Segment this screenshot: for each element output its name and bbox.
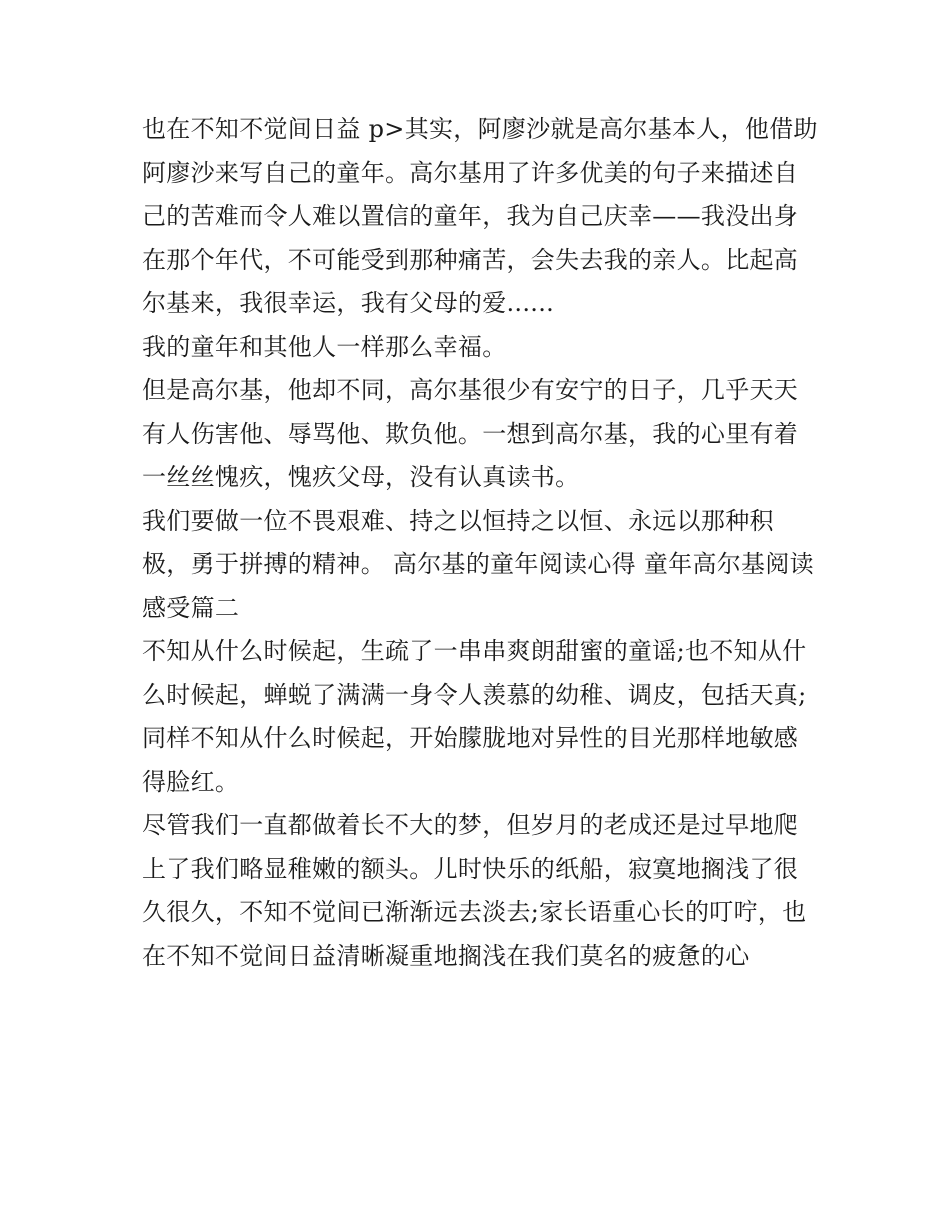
paragraph: 但是高尔基，他却不同，高尔基很少有安宁的日子，几乎天天有人伤害他、辱骂他、欺负他。一想到高尔基，我的心里有着一丝丝愧疚，愧疚父母，没有认真读书。 xyxy=(142,376,799,491)
document-body xyxy=(142,108,822,978)
paragraph: 不知从什么时候起，生疏了一串串爽朗甜蜜的童谣;也不知从什么时候起，蝉蜕了满满一身令人羡慕的幼稚、调皮，包括天真;同样不知从什么时候起，开始朦胧地对异性的目光那样地敏感得脸红。 xyxy=(142,637,807,796)
paragraph: 尽管我们一直都做着长不大的梦，但岁月的老成还是过早地爬上了我们略显稚嫩的额头。儿时快乐的纸船，寂寞地搁浅了很久很久，不知不觉间已渐渐远去淡去;家长语重心长的叮咛，也在不知不觉间日益清晰凝重地搁浅在我们莫名的疲惫的心 xyxy=(142,811,807,970)
paragraph: 我的童年和其他人一样那么幸福。 xyxy=(142,332,507,361)
paragraph: 我们要做一位不畏艰难、持之以恒持之以恒、永远以那种积极，勇于拼搏的精神。 高尔基的童年阅读心得 童年高尔基阅读感受篇二 xyxy=(142,506,814,622)
paragraph: 也在不知不觉间日益 p>其实，阿廖沙就是高尔基本人，他借助阿廖沙来写自己的童年。高尔基用了许多优美的句子来描述自己的苦难而令人难以置信的童年，我为自己庆幸——我没出身在那个年代，不可能受到那种痛苦，会失去我的亲人。比起高尔基来，我很幸运，我有父母的爱...... xyxy=(142,115,818,317)
